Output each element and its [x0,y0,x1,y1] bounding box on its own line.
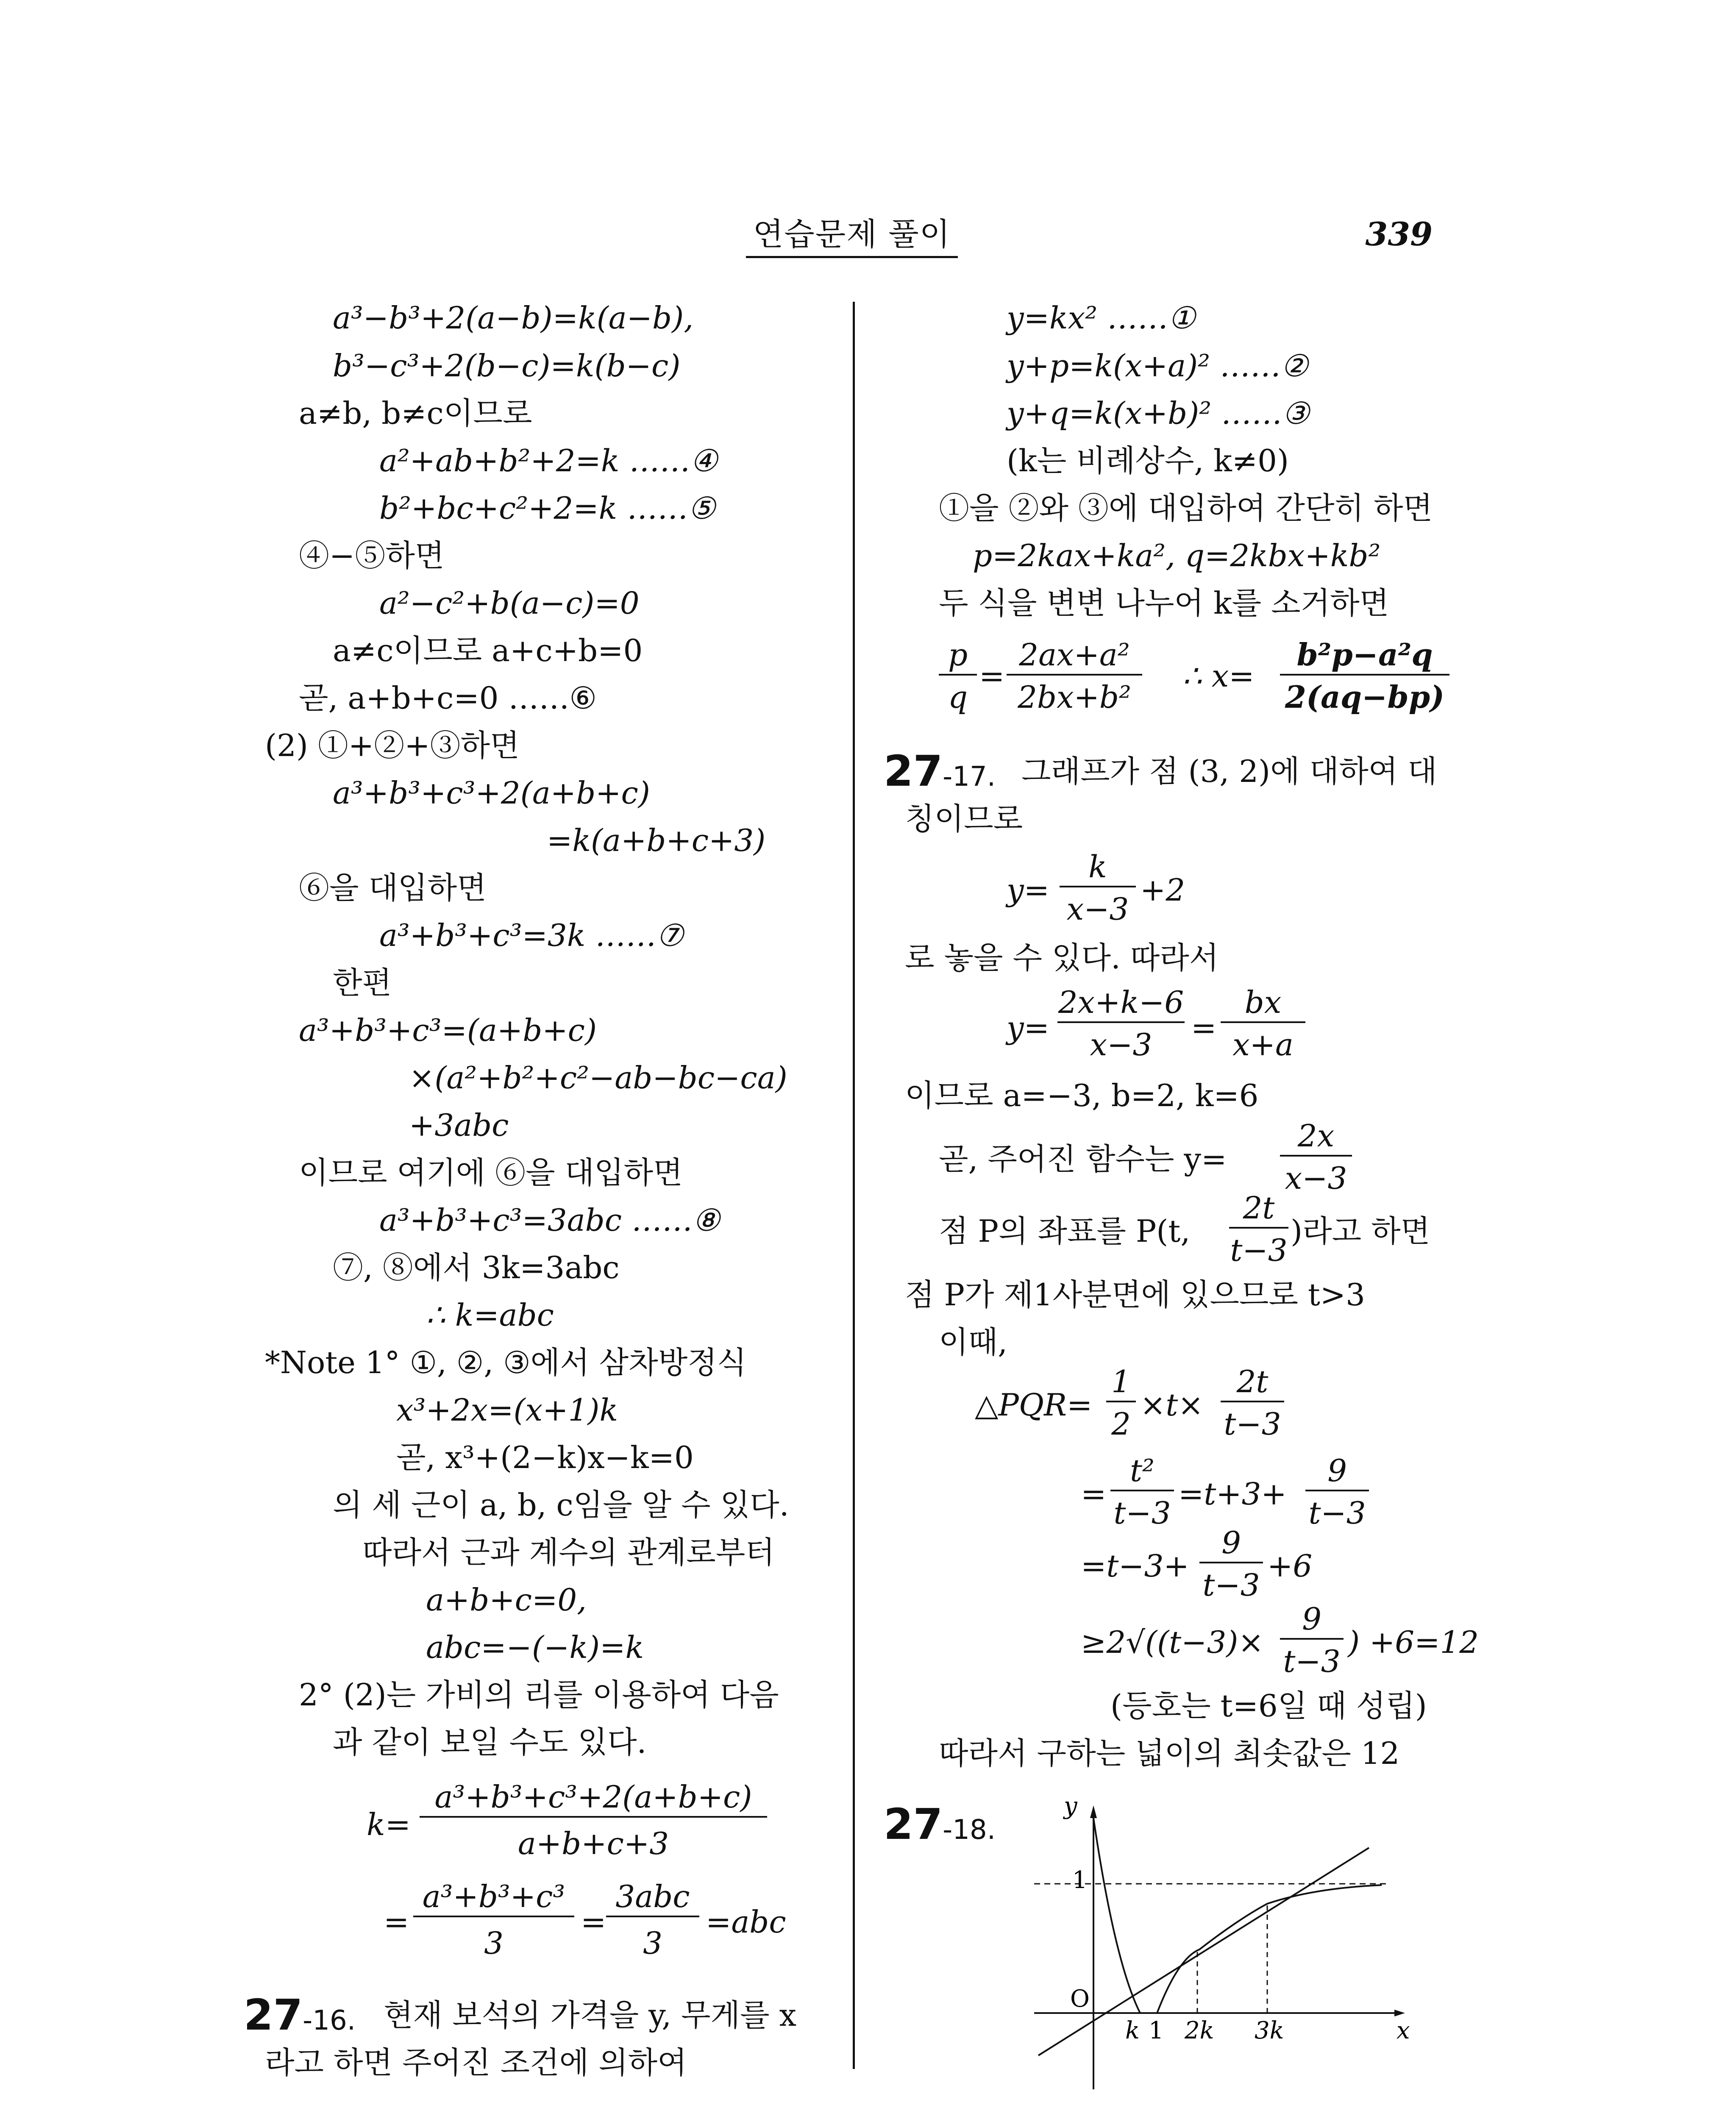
problem-text: 현재 보석의 가격을 y, 무게를 x [384,1997,797,2033]
eq-line: x³+2x=(x+1)k [396,1392,618,1428]
fraction-denominator: t−3 [1113,1495,1171,1531]
eq-term: +6 [1267,1548,1313,1584]
problem-text: 라고 하면 주어진 조건에 의하여 [265,2045,687,2080]
fraction-denominator: a+b+c+3 [517,1826,669,1861]
fraction-numerator: k [1060,848,1136,887]
eq-line: abc=−(−k)=k [426,1630,644,1665]
fraction-numerator: 3abc [606,1877,699,1917]
eq-line: b³−c³+2(b−c)=k(b−c) [333,348,681,384]
running-header-title: 연습문제 풀이 [746,215,958,258]
fraction-numerator: 2x [1280,1117,1352,1157]
problem-number-27-18: 27-18. [884,1799,996,1849]
axis-x-label: x [1397,2017,1410,2044]
text-line: 곧, 주어진 함수는 y= [939,1141,1227,1177]
fraction-denominator: t−3 [1283,1643,1341,1679]
text-line: 점 P가 제1사분면에 있으므로 t>3 [905,1277,1365,1313]
fraction-numerator: 9 [1280,1600,1344,1640]
eq-line: a³+b³+c³=3k ……⑦ [379,918,684,953]
problem-number-27-17: 27-17. [884,746,996,796]
text-line: 따라서 근과 계수의 관계로부터 [362,1535,775,1570]
eq-equals: = [581,1904,606,1940]
eq-line: a+b+c=0, [426,1582,587,1618]
eq-term: +2 [1140,872,1185,908]
problem-text: 칭이므로 [905,801,1023,837]
origin-label: O [1070,1985,1090,2013]
eq-term: ) +6=12 [1348,1624,1479,1660]
eq-label: y= [1007,872,1050,908]
x-tick-label: 3k [1255,2017,1284,2044]
x-tick-label: k [1125,2017,1140,2044]
eq-line: y+q=k(x+b)² ……③ [1007,395,1310,431]
x-axis-arrow-icon [1394,2010,1405,2016]
fraction-numerator: a³+b³+c³ [413,1877,574,1917]
text-line: 곧, x³+(2−k)x−k=0 [396,1440,694,1475]
eq-line: a²+ab+b²+2=k ……④ [379,443,718,478]
axis-y-label: y [1064,1792,1077,1820]
text-line: 로 놓을 수 있다. 따라서 [905,940,1219,976]
y-tick-label: 1 [1072,1866,1088,1894]
eq-line: y=kx² ……① [1007,300,1196,336]
fraction-denominator: x−3 [1090,1027,1152,1062]
text-line: 두 식을 변변 나누어 k를 소거하면 [939,585,1389,621]
text-line: 과 같이 보일 수도 있다. [333,1724,647,1760]
fraction-numerator: 2ax+a² [1007,636,1142,676]
eq-line: p=2kax+ka², q=2kbx+kb² [973,538,1381,573]
x-tick-label: 1 [1149,2017,1164,2044]
fraction-denominator: x−3 [1285,1160,1347,1196]
fraction-denominator: t−3 [1230,1232,1288,1268]
text-line: 이때, [939,1324,1007,1360]
y-axis-arrow-icon [1090,1805,1097,1818]
fraction-numerator: b²p−a²q [1280,636,1449,676]
text-line: (k는 비례상수, k≠0) [1007,443,1289,478]
eq-label: k= [367,1807,411,1842]
fraction-denominator: t−3 [1308,1495,1366,1531]
fraction-numerator: 2t [1229,1189,1288,1229]
curve-left-branch [1093,1818,1140,2013]
fraction-numerator: bx [1221,983,1305,1023]
eq-line: a³−b³+2(a−b)=k(a−b), [333,300,694,336]
eq-line: ×(a²+b²+c²−ab−bc−ca) [409,1060,787,1096]
fraction-numerator: 1 [1106,1363,1136,1402]
text-line: 한편 [333,965,392,1001]
text-line: ⑥을 대입하면 [299,870,487,906]
text-line: ④−⑤하면 [299,538,445,573]
fraction-numerator: a³+b³+c³+2(a+b+c) [420,1778,767,1818]
eq-label: y= [1007,1010,1050,1046]
fraction-numerator: p [939,636,977,676]
graph-27-18 [1017,1792,1410,2102]
text-line: a≠c이므로 a+c+b=0 [333,633,643,668]
fraction-denominator: x−3 [1066,891,1129,927]
fraction-denominator: q [948,679,968,715]
text-line: (2) ①+②+③하면 [265,728,520,763]
text-line: )라고 하면 [1291,1213,1430,1249]
eq-term: =t+3+ [1178,1476,1287,1512]
eq-equals: = [979,658,1005,694]
fraction-denominator: t−3 [1224,1406,1281,1442]
fraction-denominator: 2 [1111,1406,1131,1442]
eq-equals: = [1191,1010,1217,1046]
eq-term: =t−3+ [1081,1548,1189,1584]
text-line: 점 P의 좌표를 P(t, [939,1213,1191,1249]
text-line: 따라서 구하는 넓이의 최솟값은 12 [939,1735,1400,1771]
fraction-numerator: 9 [1305,1452,1369,1491]
text-line: 곧, a+b+c=0 ……⑥ [299,680,597,716]
x-tick-label: 2k [1185,2017,1214,2044]
curve-right-branch [1157,1885,1382,2013]
eq-line: a³+b³+c³=3abc ……⑧ [379,1202,720,1238]
text-line: 이므로 여기에 ⑥을 대입하면 [299,1155,683,1190]
text-line: a≠b, b≠c이므로 [299,395,532,431]
fraction-numerator: 2t [1221,1363,1284,1402]
text-line: 의 세 근이 a, b, c임을 알 수 있다. [333,1487,789,1523]
fraction-numerator: t² [1110,1452,1174,1491]
column-divider [853,302,855,2069]
eq-equals: = [384,1904,409,1940]
eq-line: ∴ k=abc [426,1297,554,1333]
fraction-denominator: t−3 [1202,1567,1260,1603]
eq-line: +3abc [409,1107,509,1143]
problem-number-27-16: 27-16. [244,1990,356,2040]
note-line: *Note 1° ①, ②, ③에서 삼차방정식 [265,1345,747,1380]
text-line: 2° (2)는 가비의 리를 이용하여 다음 [299,1677,779,1713]
text-line: (등호는 t=6일 때 성립) [1110,1688,1427,1724]
text-line: ⑦, ⑧에서 3k=3abc [333,1250,620,1285]
eq-line: a³+b³+c³=(a+b+c) [299,1012,597,1048]
eq-label: △PQR= [975,1387,1093,1423]
fraction-denominator: 3 [643,1925,662,1961]
eq-result: =abc [706,1904,786,1940]
eq-line: =k(a+b+c+3) [547,823,766,858]
eq-term: ≥2√((t−3)× [1081,1624,1264,1660]
page-number: 339 [1365,215,1433,253]
fraction-numerator: 2x+k−6 [1057,983,1185,1023]
fraction-denominator: x+a [1232,1027,1294,1062]
text-line: 이므로 a=−3, b=2, k=6 [905,1078,1259,1113]
eq-line: a³+b³+c³+2(a+b+c) [333,775,650,811]
fraction-denominator: 2(aq−bp) [1285,679,1445,715]
eq-line: y+p=k(x+a)² ……② [1007,348,1308,384]
eq-equals: = [1081,1476,1107,1512]
problem-text: 그래프가 점 (3, 2)에 대하여 대 [1021,754,1437,789]
eq-line: a²−c²+b(a−c)=0 [379,585,640,621]
fraction-numerator: 9 [1199,1524,1263,1563]
eq-label: ∴ x= [1182,658,1255,694]
fraction-denominator: 2bx+b² [1018,679,1131,715]
fraction-denominator: 3 [484,1925,504,1961]
eq-term: ×t× [1140,1387,1204,1423]
text-line: ①을 ②와 ③에 대입하여 간단히 하면 [939,490,1433,526]
eq-line: b²+bc+c²+2=k ……⑤ [379,490,715,526]
